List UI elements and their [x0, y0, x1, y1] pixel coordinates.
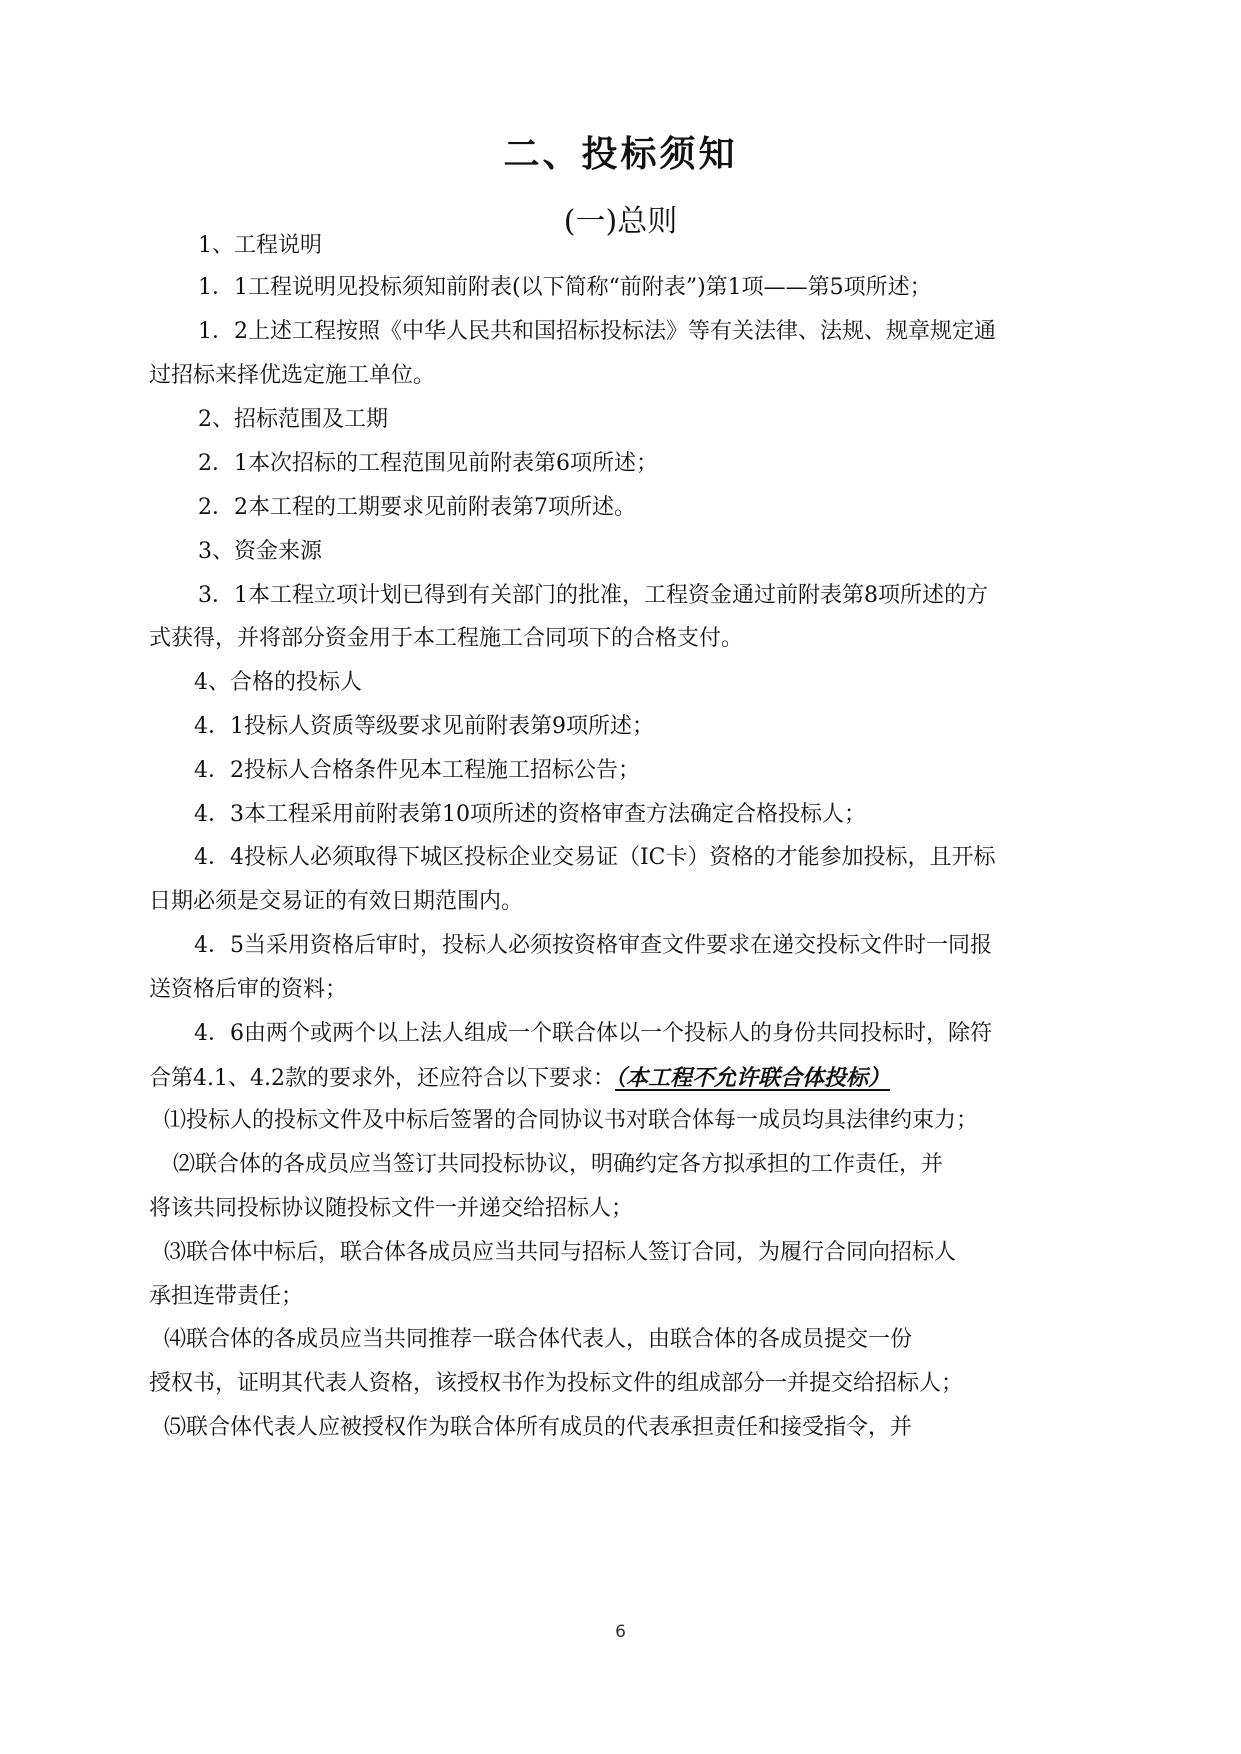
- paragraph-line: 授权书，证明其代表人资格，该授权书作为投标文件的组成部分一并提交给招标人；: [149, 1371, 964, 1396]
- paragraph-line: ⑵联合体的各成员应当签订共同投标协议，明确约定各方拟承担的工作责任，并: [173, 1152, 944, 1177]
- paragraph-line: 3、资金来源: [198, 539, 322, 564]
- paragraph-line: 4．4投标人必须取得下城区投标企业交易证（IC卡）资格的才能参加投标，且开标: [194, 845, 996, 870]
- paragraph-line: 4．1投标人资质等级要求见前附表第9项所述；: [194, 714, 654, 739]
- paragraph-line: 4．2投标人合格条件见本工程施工招标公告；: [194, 758, 640, 783]
- page-number: 6: [615, 1622, 626, 1642]
- paragraph-line: 送资格后审的资料；: [149, 977, 348, 1002]
- paragraph-line: 4．5当采用资格后审时，投标人必须按资格审查文件要求在递交投标文件时一同报: [194, 933, 992, 958]
- paragraph-line: 1、工程说明: [198, 233, 322, 258]
- paragraph-line: ⑴投标人的投标文件及中标后签署的合同协议书对联合体每一成员均具法律约束力；: [164, 1108, 979, 1133]
- paragraph-line: ⑶联合体中标后，联合体各成员应当共同与招标人签订合同，为履行合同向招标人: [164, 1240, 957, 1265]
- paragraph-line: 2、招标范围及工期: [198, 407, 388, 432]
- paragraph-line: 4、合格的投标人: [194, 670, 362, 695]
- paragraph-line: 承担连带责任；: [149, 1284, 304, 1309]
- paragraph-line: 1．2上述工程按照《中华人民共和国招标投标法》等有关法律、法规、规章规定通: [198, 319, 996, 344]
- section-subtitle: (一)总则: [563, 204, 678, 239]
- paragraph-line: ⑷联合体的各成员应当共同推荐一联合体代表人，由联合体的各成员提交一份: [164, 1327, 913, 1352]
- paragraph-line: 3．1本工程立项计划已得到有关部门的批准，工程资金通过前附表第8项所述的方: [198, 583, 988, 608]
- page-title: 二、投标须知: [503, 134, 738, 175]
- emphasis-note: （本工程不允许联合体投标）: [614, 1065, 890, 1091]
- paragraph-line: [149, 1063, 890, 1094]
- paragraph-text: 合第4.1、4.2款的要求外，还应符合以下要求：: [149, 1066, 615, 1091]
- paragraph-line: 4．6由两个或两个以上法人组成一个联合体以一个投标人的身份共同投标时，除符: [194, 1021, 992, 1046]
- paragraph-line: 日期必须是交易证的有效日期范围内。: [149, 889, 524, 914]
- paragraph-line: 2．2本工程的工期要求见前附表第7项所述。: [198, 495, 636, 520]
- paragraph-line: 2．1本次招标的工程范围见前附表第6项所述；: [198, 451, 658, 476]
- paragraph-line: ⑸联合体代表人应被授权作为联合体所有成员的代表承担责任和接受指令，并: [164, 1415, 913, 1440]
- paragraph-line: 式获得，并将部分资金用于本工程施工合同项下的合格支付。: [149, 626, 744, 651]
- paragraph-line: 将该共同投标协议随投标文件一并递交给招标人；: [149, 1196, 634, 1221]
- paragraph-line: 1．1工程说明见投标须知前附表(以下简称“前附表”)第1项——第5项所述；: [198, 275, 932, 300]
- paragraph-line: 过招标来择优选定施工单位。: [149, 363, 436, 388]
- paragraph-line: 4．3本工程采用前附表第10项所述的资格审查方法确定合格投标人；: [194, 802, 866, 827]
